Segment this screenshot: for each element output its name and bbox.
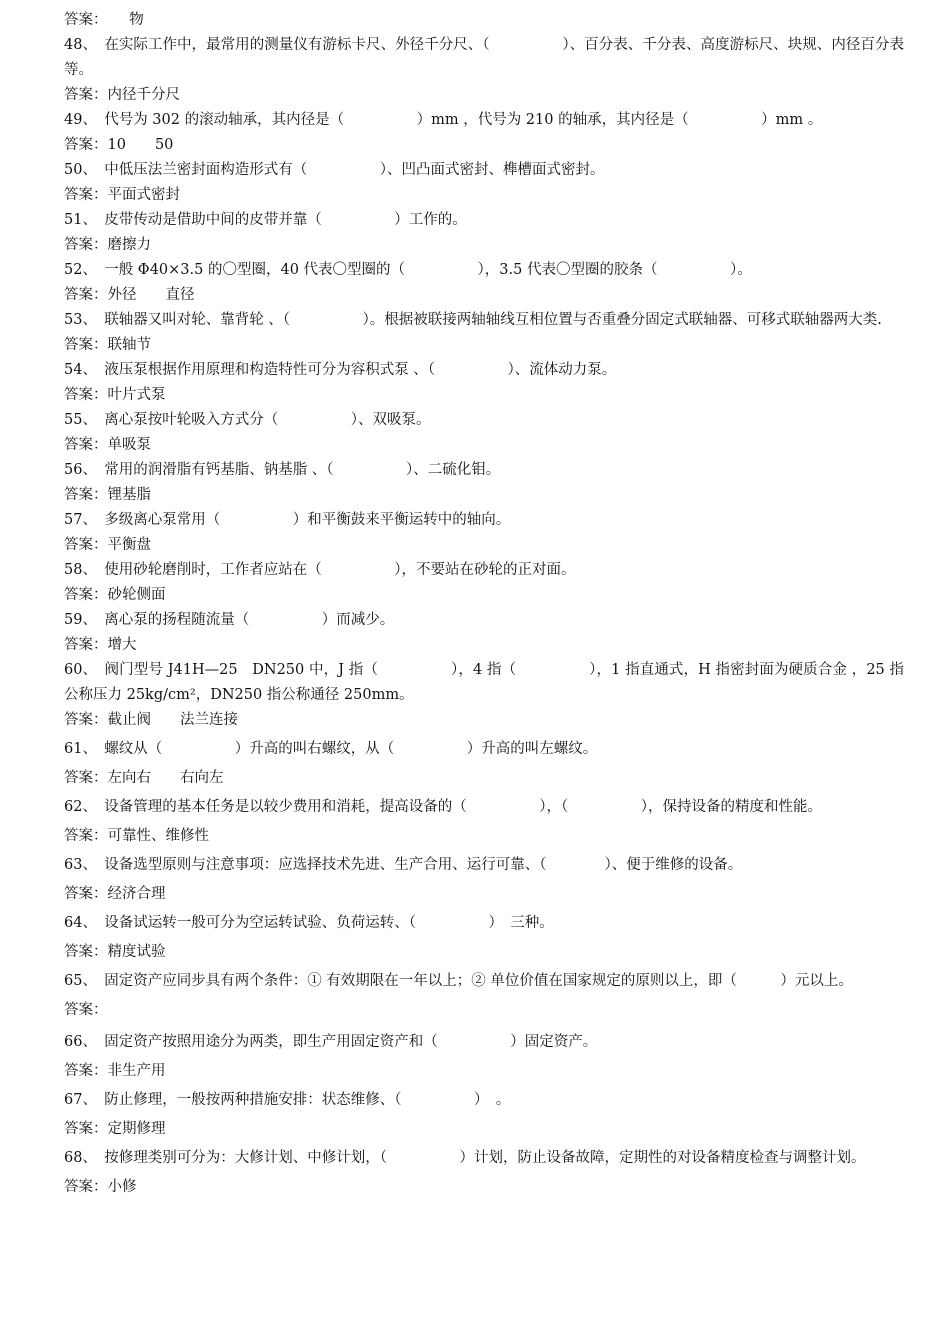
answer-line: 答案：经济合理: [64, 886, 166, 902]
question-block: [64, 1088, 904, 1142]
question-text: 51、 皮带传动是借助中间的皮带并靠（ ）工作的。: [64, 212, 467, 228]
question-text: 56、 常用的润滑脂有钙基脂、钠基脂 、（ ）、二硫化钼。: [64, 462, 501, 478]
answer-line: 答案：截止阀 法兰连接: [64, 712, 238, 728]
question-text: 55、 离心泵按叶轮吸入方式分（ ）、双吸泵。: [64, 412, 431, 428]
question-text: 64、 设备试运转一般可分为空运转试验、负荷运转、（ ） 三种。: [64, 915, 554, 931]
question-block: [64, 308, 904, 358]
question-text: 59、 离心泵的扬程随流量（ ）而减少。: [64, 612, 395, 628]
question-block: [64, 208, 904, 258]
question-block: [64, 658, 904, 733]
question-block: [64, 33, 904, 108]
question-block: [64, 558, 904, 608]
answer-line: 答案：增大: [64, 637, 137, 653]
answer-line: 答案：平面式密封: [64, 187, 180, 203]
question-text: 62、 设备管理的基本任务是以较少费用和消耗，提高设备的（ ），（ ），保持设备的精度和性能。: [64, 799, 822, 815]
question-block: [64, 1146, 904, 1200]
question-text: 66、 固定资产按照用途分为两类，即生产用固定资产和（ ）固定资产。: [64, 1034, 598, 1050]
question-block: [64, 1030, 904, 1084]
question-text: 67、 防止修理，一般按两种措施安排：状态维修、（ ） 。: [64, 1092, 511, 1108]
question-block: [64, 508, 904, 558]
answer-line: 答案：小修: [64, 1179, 137, 1195]
answer-line: 答案：: [64, 1002, 108, 1018]
question-block: [64, 108, 904, 158]
answer-line: 答案：非生产用: [64, 1063, 166, 1079]
answer-line: 答案：平衡盘: [64, 537, 151, 553]
question-block: [64, 969, 904, 1023]
question-block: [64, 853, 904, 907]
answer-line: 答案： 物: [64, 12, 144, 28]
question-text: 53、 联轴器又叫对轮、靠背轮 、（ ）。根据被联接两轴轴线互相位置与否重叠分固定式联轴器、可移式联轴器两大类.: [64, 312, 882, 328]
question-text: 54、 液压泵根据作用原理和构造特性可分为容积式泵 、（ ）、流体动力泵。: [64, 362, 617, 378]
question-text: 68、 按修理类别可分为：大修计划、中修计划，（ ）计划，防止设备故障，定期性的对设备精度检查与调整计划。: [64, 1150, 866, 1166]
question-text: 61、 螺纹从（ ）升高的叫右螺纹，从（ ）升高的叫左螺纹。: [64, 741, 598, 757]
question-block: [64, 408, 904, 458]
answer-line: 答案：定期修理: [64, 1121, 166, 1137]
question-block: [64, 737, 904, 791]
question-text: 48、 在实际工作中，最常用的测量仪有游标卡尺、外径千分尺、（ ）、百分表、千分表、高度游标尺、块规、内径百分表等。: [64, 37, 904, 78]
question-text: 60、 阀门型号 J41H—25 DN250 中，J 指（ ），4 指（ ），1 指直通式，H 指密封面为硬质合金 ，25 指公称压力 25kg/cm²，DN250 指公称通径 250mm。: [64, 662, 904, 703]
answer-line: 答案：锂基脂: [64, 487, 151, 503]
answer-line: 答案：左向右 右向左: [64, 770, 224, 786]
answer-line: 答案：联轴节: [64, 337, 151, 353]
question-text: 49、 代号为 302 的滚动轴承，其内径是（ ）mm ，代号为 210 的轴承，其内径是（ ）mm 。: [64, 112, 823, 128]
question-block: [64, 358, 904, 408]
question-text: 52、 一般 Φ40×3.5 的〇型圈，40 代表〇型圈的（ ），3.5 代表〇型圈的胶条（ ）。: [64, 262, 752, 278]
question-text: 58、 使用砂轮磨削时，工作者应站在（ ），不要站在砂轮的正对面。: [64, 562, 576, 578]
answer-line: 答案：磨擦力: [64, 237, 151, 253]
answer-line: 答案：外径 直径: [64, 287, 195, 303]
answer-line: 答案：叶片式泵: [64, 387, 166, 403]
question-text: 57、 多级离心泵常用（ ）和平衡鼓来平衡运转中的轴向。: [64, 512, 511, 528]
question-block: [64, 158, 904, 208]
answer-line: 答案：砂轮侧面: [64, 587, 166, 603]
question-text: 65、 固定资产应同步具有两个条件：① 有效期限在一年以上；② 单位价值在国家规定的原则以上，即（ ）元以上。: [64, 973, 853, 989]
answer-line: 答案：10 50: [64, 137, 174, 153]
question-block: [64, 458, 904, 508]
document-page: [64, 8, 904, 1200]
answer-line: 答案：精度试验: [64, 944, 166, 960]
answer-line: 答案：可靠性、维修性: [64, 828, 209, 844]
answer-line: 答案：内径千分尺: [64, 87, 180, 103]
question-block: [64, 608, 904, 658]
question-block: [64, 258, 904, 308]
question-block: [64, 795, 904, 849]
question-text: 63、 设备选型原则与注意事项：应选择技术先进、生产合用、运行可靠、（ ）、便于维修的设备。: [64, 857, 743, 873]
question-block: [64, 911, 904, 965]
answer-line: 答案：单吸泵: [64, 437, 151, 453]
question-text: 50、 中低压法兰密封面构造形式有（ ）、凹凸面式密封、榫槽面式密封。: [64, 162, 605, 178]
